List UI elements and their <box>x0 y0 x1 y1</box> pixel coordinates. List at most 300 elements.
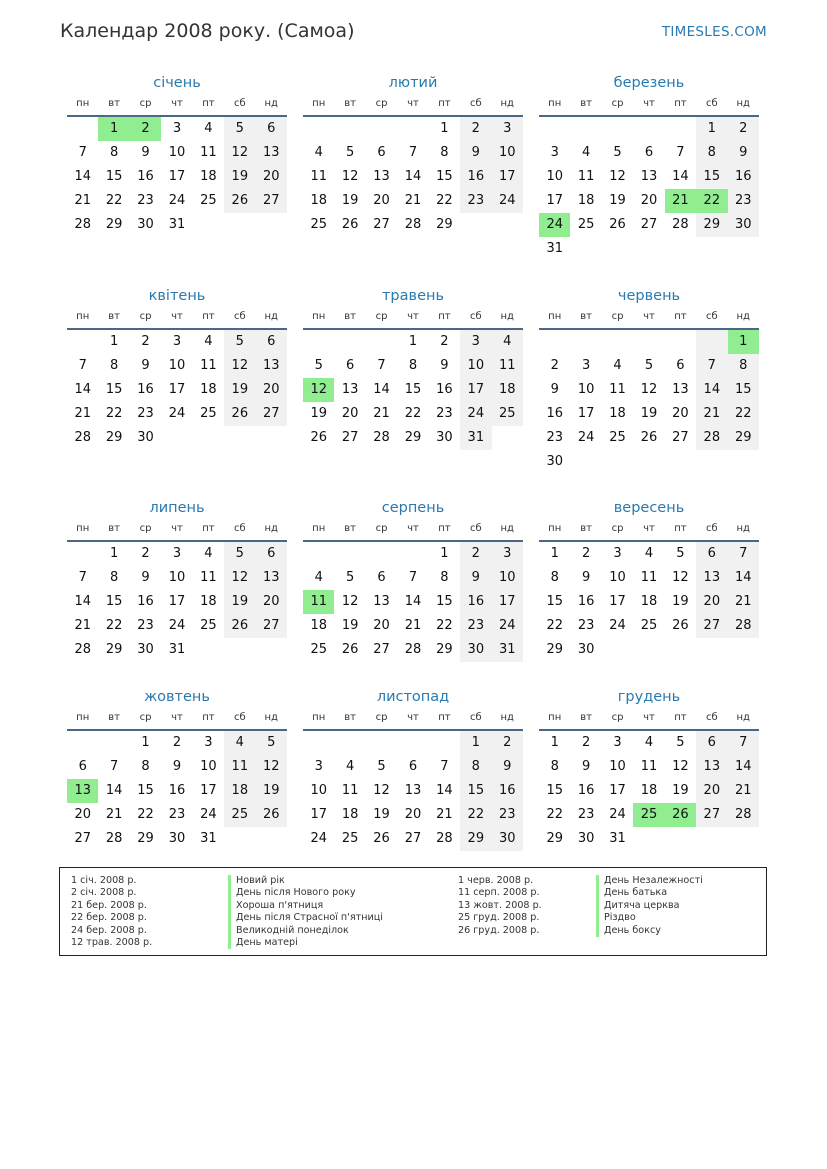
day-cell: 25 <box>200 193 217 208</box>
day-cell: 7 <box>78 570 87 585</box>
day-cell: 5 <box>377 759 386 774</box>
day-cell: 28 <box>404 642 422 657</box>
day-cell: 23 <box>577 807 595 822</box>
day-cell: 24 <box>609 807 626 822</box>
day-cell: 6 <box>377 570 386 585</box>
day-cell: 23 <box>577 618 595 633</box>
day-cell: 11 <box>341 783 359 798</box>
empty-cell <box>366 542 397 566</box>
day-cell: 19 <box>341 193 359 208</box>
day-cell: 4 <box>314 570 323 585</box>
day-cell: 21 <box>665 189 696 213</box>
day-cell: 15 <box>404 382 422 397</box>
week-row <box>67 213 287 237</box>
day-cell: 26 <box>341 642 359 657</box>
empty-cell <box>633 330 664 354</box>
day-cell: 16 <box>460 165 491 189</box>
day-cell: 10 <box>609 570 626 585</box>
day-cell: 12 <box>303 378 334 402</box>
weekday-label: нд <box>500 98 514 109</box>
holiday-date: 21 бер. 2008 р. <box>71 899 147 911</box>
day-cell: 2 <box>440 334 449 349</box>
day-cell: 18 <box>200 382 217 397</box>
weekday-label: пн <box>76 98 90 109</box>
day-cell: 11 <box>303 590 334 614</box>
week-row <box>539 213 759 237</box>
week-row <box>539 566 759 590</box>
day-cell: 11 <box>200 145 217 160</box>
day-cell: 13 <box>640 169 658 184</box>
empty-cell <box>665 638 696 662</box>
day-cell: 1 <box>696 117 727 141</box>
week-row <box>539 141 759 165</box>
day-cell: 18 <box>341 807 359 822</box>
week-row <box>303 426 523 450</box>
day-cell: 30 <box>168 831 186 846</box>
day-cell: 29 <box>546 642 563 657</box>
day-cell: 24 <box>539 213 570 237</box>
day-cell: 4 <box>644 735 654 750</box>
month-4 <box>67 286 287 450</box>
weekday-label: чт <box>407 311 419 322</box>
day-cell: 8 <box>109 570 119 585</box>
day-cell: 15 <box>105 382 123 397</box>
empty-cell <box>366 731 397 755</box>
week-row <box>539 638 759 662</box>
week-row <box>303 566 523 590</box>
weekday-label: сб <box>233 98 246 109</box>
weekday-label: чт <box>407 98 419 109</box>
empty-cell <box>193 638 224 662</box>
day-cell: 2 <box>141 546 150 561</box>
week-row <box>303 117 523 141</box>
day-cell: 28 <box>436 831 453 846</box>
holiday-name: Великодній понеділок <box>228 925 383 937</box>
weekday-label: пт <box>674 712 687 723</box>
empty-cell <box>696 827 727 851</box>
day-cell: 26 <box>224 402 255 426</box>
day-cell: 26 <box>224 189 255 213</box>
day-cell: 29 <box>105 430 123 445</box>
empty-cell <box>429 731 460 755</box>
day-cell: 25 <box>577 217 595 232</box>
day-cell: 7 <box>78 358 87 373</box>
weekday-label: пн <box>312 523 326 534</box>
day-cell: 11 <box>224 755 255 779</box>
holiday-name: Новий рік <box>228 875 383 887</box>
empty-cell <box>602 117 633 141</box>
empty-cell <box>334 731 365 755</box>
empty-cell <box>492 426 523 450</box>
empty-cell <box>539 117 570 141</box>
week-row <box>67 542 287 566</box>
day-cell: 23 <box>728 189 759 213</box>
day-cell: 20 <box>672 406 689 421</box>
day-cell: 22 <box>137 807 154 822</box>
day-cell: 30 <box>577 831 595 846</box>
empty-cell <box>460 213 491 237</box>
day-cell: 26 <box>224 614 255 638</box>
day-cell: 21 <box>696 402 727 426</box>
day-cell: 29 <box>696 213 727 237</box>
day-cell: 16 <box>460 590 491 614</box>
day-cell: 30 <box>137 217 154 232</box>
empty-cell <box>633 237 664 261</box>
empty-cell <box>728 450 759 474</box>
day-cell: 30 <box>577 642 595 657</box>
day-cell: 6 <box>345 358 355 373</box>
weekday-label: нд <box>264 712 278 723</box>
month-9 <box>539 498 759 662</box>
day-cell: 25 <box>200 618 217 633</box>
week-row <box>67 330 287 354</box>
weekday-label: пт <box>202 523 215 534</box>
day-cell: 11 <box>640 759 658 774</box>
weekday-header <box>303 306 523 330</box>
day-cell: 17 <box>609 594 626 609</box>
day-cell: 1 <box>109 546 119 561</box>
day-cell: 3 <box>460 330 491 354</box>
day-cell: 12 <box>256 755 287 779</box>
weekday-label: нд <box>264 523 278 534</box>
empty-cell <box>161 426 192 450</box>
month-8 <box>303 498 523 662</box>
week-row <box>67 426 287 450</box>
day-cell: 5 <box>314 358 323 373</box>
day-cell: 23 <box>546 430 563 445</box>
empty-cell <box>570 330 601 354</box>
day-cell: 31 <box>200 831 217 846</box>
day-cell: 11 <box>577 169 595 184</box>
day-cell: 25 <box>310 217 327 232</box>
day-cell: 1 <box>98 117 129 141</box>
page-title: Календар 2008 року. (Самоа) <box>60 20 355 42</box>
empty-cell <box>696 450 727 474</box>
day-cell: 25 <box>310 642 327 657</box>
day-cell: 23 <box>168 807 186 822</box>
weekday-label: пт <box>202 712 215 723</box>
empty-cell <box>334 330 365 354</box>
weekday-label: пн <box>76 712 90 723</box>
month-7 <box>67 498 287 662</box>
day-cell: 3 <box>492 542 523 566</box>
week-row <box>303 213 523 237</box>
day-cell: 9 <box>460 141 491 165</box>
day-cell: 2 <box>728 117 759 141</box>
day-cell: 20 <box>256 590 287 614</box>
weekday-label: сб <box>469 712 482 723</box>
weekday-label: чт <box>407 523 419 534</box>
day-cell: 10 <box>200 759 217 774</box>
empty-cell <box>570 117 601 141</box>
weekday-header <box>67 518 287 542</box>
day-cell: 11 <box>200 570 217 585</box>
week-row <box>303 402 523 426</box>
day-cell: 18 <box>310 193 327 208</box>
day-cell: 8 <box>440 145 449 160</box>
empty-cell <box>492 213 523 237</box>
day-cell: 18 <box>492 378 523 402</box>
day-cell: 15 <box>546 594 563 609</box>
empty-cell <box>397 731 428 755</box>
day-cell: 20 <box>256 165 287 189</box>
day-cell: 12 <box>672 759 689 774</box>
day-cell: 8 <box>460 755 491 779</box>
day-cell: 12 <box>341 169 359 184</box>
day-cell: 18 <box>577 193 595 208</box>
day-cell: 20 <box>74 807 91 822</box>
day-cell: 5 <box>345 145 355 160</box>
holiday-date: 11 серп. 2008 р. <box>458 887 540 899</box>
empty-cell <box>570 237 601 261</box>
week-row <box>539 402 759 426</box>
day-cell: 21 <box>728 590 759 614</box>
holiday-name: День боксу <box>596 925 703 937</box>
day-cell: 31 <box>609 831 626 846</box>
week-row <box>67 117 287 141</box>
weekday-label: чт <box>643 712 655 723</box>
day-cell: 21 <box>373 406 390 421</box>
month-name: липень <box>149 500 205 516</box>
holiday-name: День батька <box>596 887 703 899</box>
day-cell: 16 <box>137 594 154 609</box>
day-cell: 4 <box>492 330 523 354</box>
day-cell: 14 <box>728 755 759 779</box>
empty-cell <box>633 638 664 662</box>
day-cell: 14 <box>74 169 91 184</box>
empty-cell <box>728 237 759 261</box>
day-cell: 30 <box>728 213 759 237</box>
holiday-date: 1 січ. 2008 р. <box>71 875 137 886</box>
day-cell: 10 <box>609 759 626 774</box>
holiday-date: 12 трав. 2008 р. <box>71 936 153 948</box>
week-row <box>67 803 287 827</box>
day-cell: 17 <box>577 406 595 421</box>
day-cell: 15 <box>436 594 453 609</box>
day-cell: 15 <box>460 779 491 803</box>
weekday-label: вт <box>580 311 592 322</box>
weekday-header <box>303 707 523 731</box>
empty-cell <box>334 117 365 141</box>
weekday-label: пн <box>548 98 562 109</box>
day-cell: 18 <box>200 594 217 609</box>
day-cell: 24 <box>168 193 186 208</box>
day-cell: 31 <box>492 638 523 662</box>
week-row <box>303 803 523 827</box>
day-cell: 8 <box>109 358 119 373</box>
week-row <box>539 779 759 803</box>
week-row <box>67 755 287 779</box>
weekday-label: нд <box>736 523 750 534</box>
day-cell: 14 <box>105 783 123 798</box>
day-cell: 30 <box>137 430 154 445</box>
day-cell: 6 <box>644 145 654 160</box>
empty-cell <box>193 213 224 237</box>
day-cell: 4 <box>204 121 213 136</box>
site-link[interactable]: TIMESLES.COM <box>661 24 767 40</box>
day-cell: 25 <box>633 803 664 827</box>
holiday-date: 2 січ. 2008 р. <box>71 887 137 899</box>
holiday-date: 22 бер. 2008 р. <box>71 912 147 924</box>
week-row <box>539 354 759 378</box>
day-cell: 12 <box>224 354 255 378</box>
day-cell: 8 <box>408 358 418 373</box>
day-cell: 27 <box>696 614 727 638</box>
day-cell: 10 <box>310 783 327 798</box>
day-cell: 21 <box>74 193 91 208</box>
day-cell: 7 <box>440 759 449 774</box>
weekday-label: ср <box>375 311 388 322</box>
holiday-date: 26 груд. 2008 р. <box>458 924 540 936</box>
day-cell: 27 <box>256 614 287 638</box>
day-cell: 5 <box>613 145 622 160</box>
day-cell: 1 <box>440 121 449 136</box>
day-cell: 22 <box>696 189 727 213</box>
day-cell: 16 <box>577 783 595 798</box>
day-cell: 28 <box>74 642 91 657</box>
day-cell: 18 <box>640 594 658 609</box>
holiday-list <box>59 867 767 956</box>
day-cell: 27 <box>256 402 287 426</box>
empty-cell <box>303 330 334 354</box>
week-row <box>67 590 287 614</box>
day-cell: 21 <box>404 193 422 208</box>
day-cell: 2 <box>581 546 591 561</box>
day-cell: 24 <box>460 402 491 426</box>
day-cell: 5 <box>256 731 287 755</box>
day-cell: 24 <box>310 831 327 846</box>
day-cell: 16 <box>577 594 595 609</box>
day-cell: 1 <box>141 735 150 750</box>
empty-cell <box>303 117 334 141</box>
holiday-name: День матері <box>228 937 383 949</box>
day-cell: 25 <box>492 402 523 426</box>
day-cell: 9 <box>581 570 591 585</box>
day-cell: 26 <box>640 430 658 445</box>
day-cell: 14 <box>728 566 759 590</box>
day-cell: 4 <box>345 759 355 774</box>
day-cell: 24 <box>168 618 186 633</box>
day-cell: 28 <box>728 614 759 638</box>
month-5 <box>303 286 523 450</box>
weekday-label: сб <box>469 98 482 109</box>
day-cell: 22 <box>105 406 123 421</box>
weekday-label: пн <box>548 311 562 322</box>
week-row <box>303 614 523 638</box>
weekday-label: пт <box>202 311 215 322</box>
weekday-label: ср <box>611 712 624 723</box>
holiday-date: 24 бер. 2008 р. <box>71 924 147 936</box>
day-cell: 5 <box>224 330 255 354</box>
weekday-label: пт <box>674 98 687 109</box>
day-cell: 14 <box>672 169 689 184</box>
week-row <box>539 803 759 827</box>
day-cell: 3 <box>613 735 622 750</box>
empty-cell <box>665 827 696 851</box>
day-cell: 15 <box>137 783 154 798</box>
day-cell: 24 <box>609 618 626 633</box>
day-cell: 27 <box>74 831 91 846</box>
week-row <box>303 189 523 213</box>
weekday-label: нд <box>736 311 750 322</box>
weekday-label: пн <box>312 98 326 109</box>
day-cell: 9 <box>492 755 523 779</box>
day-cell: 29 <box>546 831 563 846</box>
weekday-label: чт <box>643 98 655 109</box>
day-cell: 14 <box>373 382 390 397</box>
day-cell: 11 <box>609 382 626 397</box>
day-cell: 4 <box>224 731 255 755</box>
weekday-label: пт <box>674 523 687 534</box>
empty-cell <box>633 827 664 851</box>
week-row <box>539 426 759 450</box>
day-cell: 5 <box>676 546 685 561</box>
day-cell: 20 <box>373 618 390 633</box>
day-cell: 1 <box>550 735 559 750</box>
day-cell: 19 <box>609 193 626 208</box>
day-cell: 12 <box>341 594 359 609</box>
empty-cell <box>224 213 255 237</box>
day-cell: 13 <box>256 354 287 378</box>
day-cell: 23 <box>137 193 154 208</box>
day-cell: 12 <box>672 570 689 585</box>
day-cell: 25 <box>640 618 658 633</box>
month-6 <box>539 286 759 474</box>
day-cell: 31 <box>168 217 186 232</box>
empty-cell <box>696 237 727 261</box>
day-cell: 9 <box>581 759 591 774</box>
empty-cell <box>539 330 570 354</box>
week-row <box>539 542 759 566</box>
day-cell: 2 <box>141 334 150 349</box>
day-cell: 31 <box>546 241 563 256</box>
day-cell: 4 <box>581 145 591 160</box>
day-cell: 16 <box>492 779 523 803</box>
empty-cell <box>570 450 601 474</box>
day-cell: 21 <box>74 406 91 421</box>
day-cell: 22 <box>436 618 453 633</box>
day-cell: 16 <box>168 783 186 798</box>
empty-cell <box>303 542 334 566</box>
weekday-label: сб <box>233 523 246 534</box>
day-cell: 7 <box>377 358 386 373</box>
day-cell: 10 <box>577 382 595 397</box>
week-row <box>539 237 759 261</box>
day-cell: 7 <box>728 731 759 755</box>
day-cell: 9 <box>728 141 759 165</box>
day-cell: 9 <box>550 382 559 397</box>
week-row <box>67 566 287 590</box>
day-cell: 15 <box>696 165 727 189</box>
day-cell: 20 <box>256 378 287 402</box>
day-cell: 2 <box>460 117 491 141</box>
empty-cell <box>665 330 696 354</box>
day-cell: 25 <box>341 831 359 846</box>
day-cell: 9 <box>460 566 491 590</box>
day-cell: 13 <box>256 566 287 590</box>
day-cell: 12 <box>224 566 255 590</box>
week-row <box>539 827 759 851</box>
weekday-label: ср <box>611 98 624 109</box>
weekday-label: вт <box>344 98 356 109</box>
day-cell: 8 <box>550 759 559 774</box>
day-cell: 12 <box>640 382 658 397</box>
day-cell: 27 <box>696 803 727 827</box>
empty-cell <box>665 450 696 474</box>
weekday-header <box>539 306 759 330</box>
day-cell: 24 <box>168 406 186 421</box>
day-cell: 13 <box>373 169 390 184</box>
